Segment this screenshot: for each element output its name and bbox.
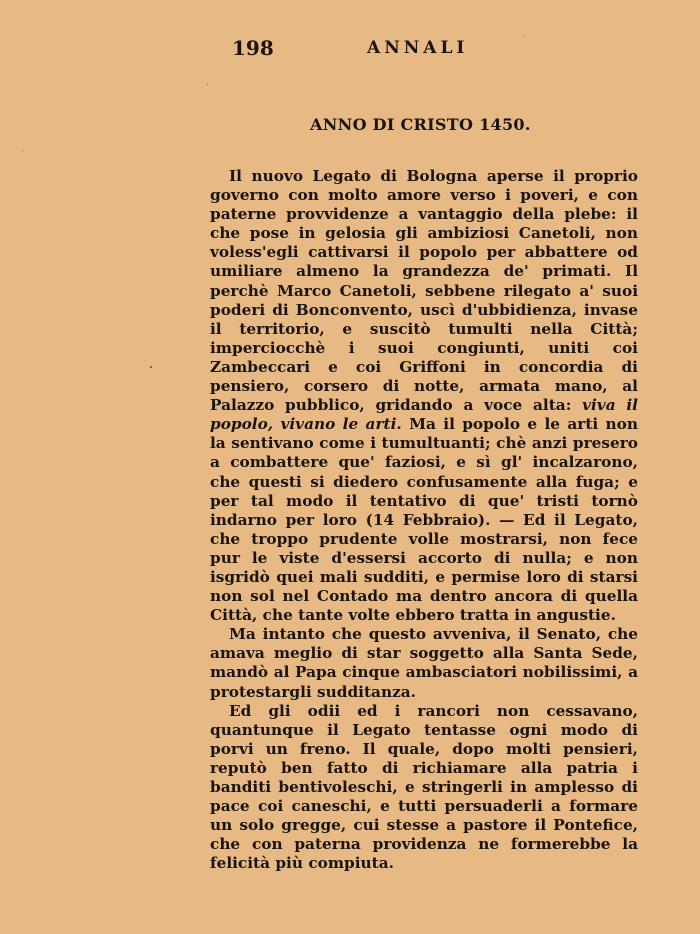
print-speck: [207, 84, 208, 85]
paragraph-1-text-b: Ma il popolo e le arti non la sentivano come i tumultuanti; chè anzi presero a combattere que' faziosi, e sì gl' incalzarono, che questi si diedero confusamente alla fuga; e per tal modo il tentativo di que' tristi tornò indarno per loro (14 Febbraio). — Ed il Legato, che troppo prudente volle mostrarsi, non fece pur le viste d'essersi accorto di nulla; e non isgridò quei mali sudditi, e permise loro di starsi non sol nel Contado ma dentro ancora di quella Città, che tante volte ebbero tratta in angustie.: [210, 415, 638, 625]
paragraph-1: [210, 167, 638, 625]
italic-quote: viva il popolo, vivano le arti.: [210, 396, 638, 434]
paragraph-2: Ma intanto che questo avveniva, il Senato, che amava meglio di star soggetto alla Santa Sede, mandò al Papa cinque ambasciatori nobilissimi, a protestargli sudditanza.: [210, 625, 638, 701]
running-title: ANNALI: [367, 38, 469, 58]
print-speck: [22, 150, 23, 151]
page-number: 198: [232, 36, 274, 60]
chapter-title: ANNO DI CRISTO 1450.: [310, 115, 531, 134]
paragraph-1-text-a: Il nuovo Legato di Bologna aperse il proprio governo con molto amore verso i poveri, e con paterne provvidenze a vantaggio della plebe: il che pose in gelosia gli ambiziosi Canetoli, non voless'egli cattivarsi il popolo per abbattere od umiliare almeno la grandezza de' primati. Il perchè Marco Canetoli, sebbene rilegato a' suoi poderi di Bonconvento, uscì d'ubbidienza, invase il territorio, e suscitò tumulti nella Città; imperciocchè i suoi congiunti, uniti coi Zambeccari e coi Griffoni in concordia di pensiero, corsero di notte, armata mano, al Palazzo pubblico, gridando a voce alta:: [210, 167, 638, 415]
page-header: [0, 36, 700, 66]
print-speck: [523, 36, 524, 37]
body-text: [210, 167, 638, 873]
print-speck: [150, 366, 152, 368]
paragraph-3: Ed gli odii ed i rancori non cessavano, quantunque il Legato tentasse ogni modo di porvi un freno. Il quale, dopo molti pensieri, reputò ben fatto di richiamare alla patria i banditi bentivoleschi, e stringerli in amplesso di pace coi caneschi, e tutti persuaderli a formare un solo gregge, cui stesse a pastore il Pontefice, che con paterna providenza ne formerebbe la felicità più compiuta.: [210, 701, 638, 873]
